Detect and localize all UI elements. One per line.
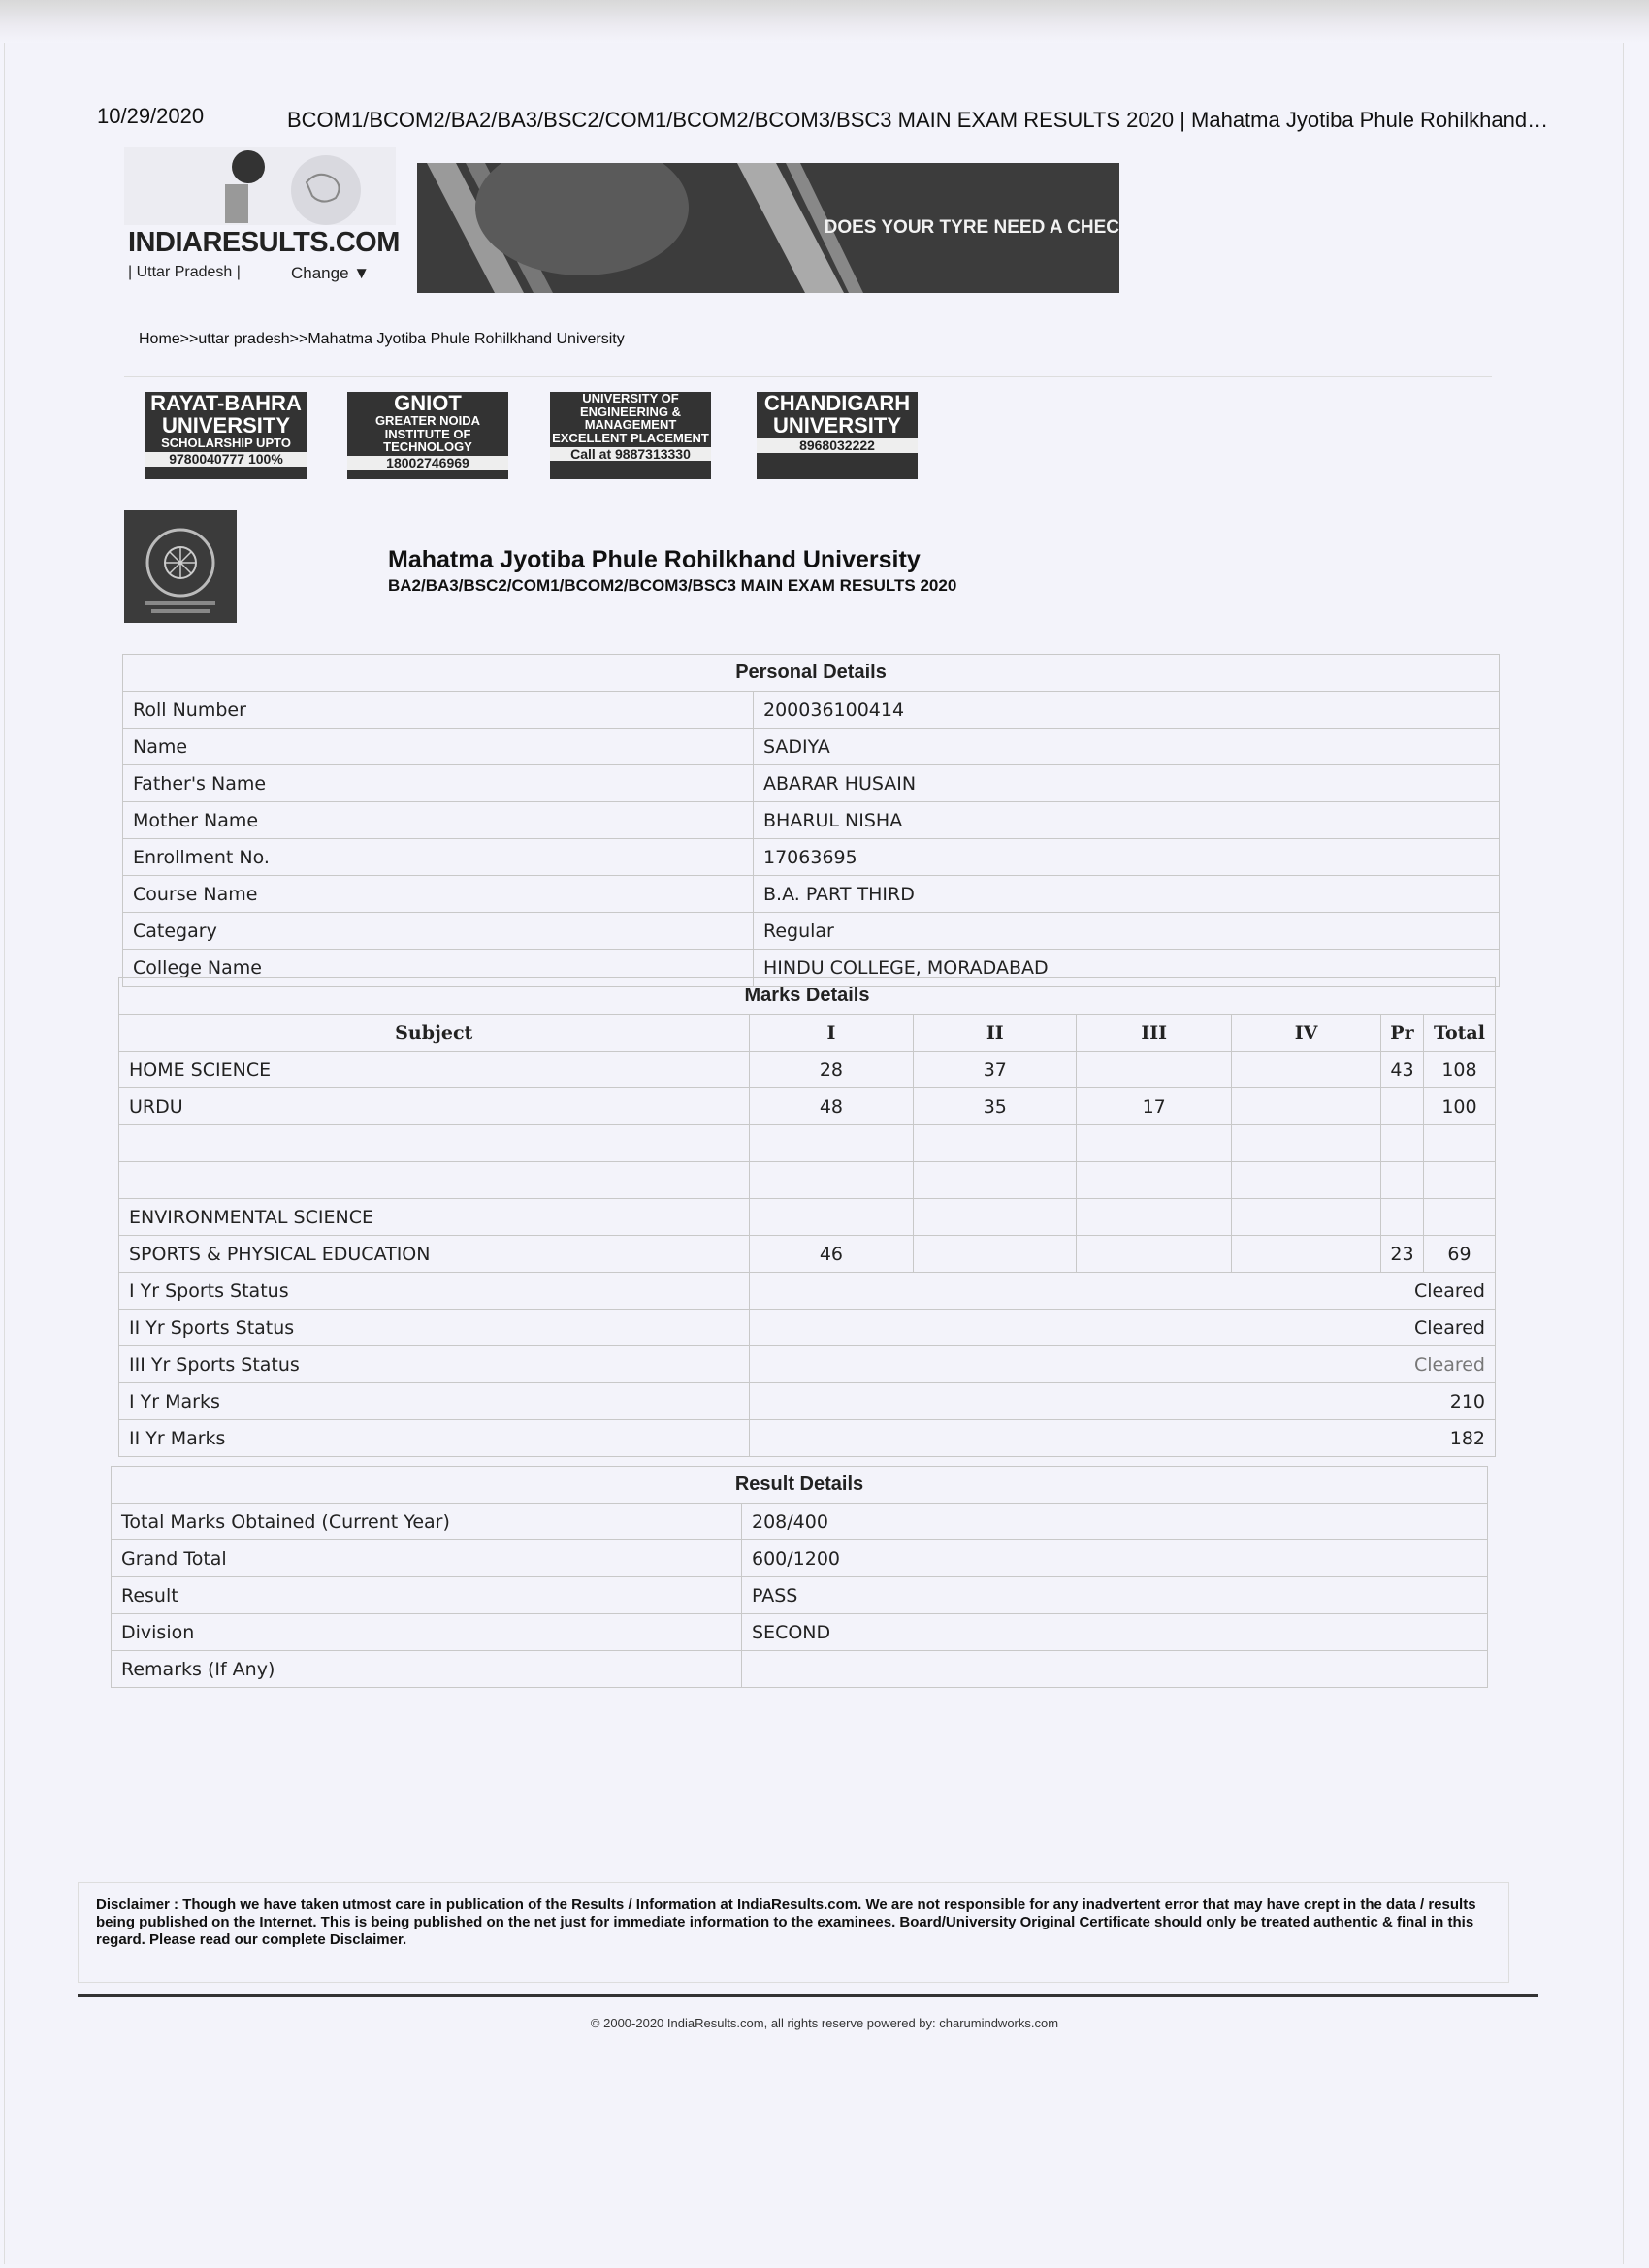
field-label: Father's Name: [123, 765, 754, 802]
status-value: Cleared: [749, 1273, 1496, 1310]
field-label: Mother Name: [123, 802, 754, 839]
table-row: [119, 1383, 1496, 1420]
field-label: Division: [112, 1614, 742, 1651]
subject-cell: [119, 1162, 750, 1199]
ad-subtitle: GREATER NOIDA INSTITUTE OF TECHNOLOGY: [374, 413, 481, 455]
mark-cell: [1380, 1162, 1423, 1199]
status-label: II Yr Marks: [119, 1420, 750, 1457]
ad-chandigarh[interactable]: [757, 392, 918, 479]
university-name: Mahatma Jyotiba Phule Rohilkhand University: [388, 546, 921, 573]
roll-number-value: 200036100414: [754, 692, 1500, 729]
table-row: [112, 1577, 1488, 1614]
table-row: [119, 1420, 1496, 1457]
name-value: SADIYA: [754, 729, 1500, 765]
divider: [124, 376, 1492, 377]
field-label: Result: [112, 1577, 742, 1614]
subject-cell: URDU: [119, 1088, 750, 1125]
footer-divider: [78, 1994, 1538, 1997]
table-row: [119, 1346, 1496, 1383]
mark-cell: [1380, 1199, 1423, 1236]
mark-cell: [1232, 1199, 1381, 1236]
mark-cell: [1232, 1052, 1381, 1088]
state-label: | Uttar Pradesh |: [128, 264, 241, 280]
college-value: HINDU COLLEGE, MORADABAD: [754, 950, 1500, 987]
column-header-iii: III: [1077, 1015, 1232, 1052]
table-row: [123, 729, 1500, 765]
field-label: Name: [123, 729, 754, 765]
father-name-value: ABARAR HUSAIN: [754, 765, 1500, 802]
disclaimer: Disclaimer : Though we have taken utmost care in publication of the Results / Information at IndiaResults.com. We are not responsible for any inadvertent error that may have crept in the data / results being published on the Internet. This is being published on the net just for immediate information to the examinees. Board/University Original Certificate should only be treated authentic & final in this regard. Please read our complete Disclaimer.: [78, 1882, 1509, 1983]
table-row: [119, 1088, 1496, 1125]
table-row: [112, 1504, 1488, 1540]
ad-gniot[interactable]: [347, 392, 508, 479]
table-row: [119, 1310, 1496, 1346]
total-cell: [1423, 1199, 1495, 1236]
course-value: B.A. PART THIRD: [754, 876, 1500, 913]
scan-edge: [0, 0, 1649, 43]
breadcrumb[interactable]: Home>>uttar pradesh>>Mahatma Jyotiba Phule Rohilkhand University: [139, 331, 625, 347]
ad-title: CHANDIGARH UNIVERSITY: [763, 392, 911, 438]
table-row: [112, 1540, 1488, 1577]
mark-cell: [1077, 1052, 1232, 1088]
ad-subtitle: EXCELLENT PLACEMENT: [552, 430, 709, 445]
field-label: Grand Total: [112, 1540, 742, 1577]
field-label: Enrollment No.: [123, 839, 754, 876]
column-header-total: Total: [1423, 1015, 1495, 1052]
mark-cell: [749, 1125, 914, 1162]
exam-title: BA2/BA3/BSC2/COM1/BCOM2/BCOM3/BSC3 MAIN EXAM RESULTS 2020: [388, 576, 957, 595]
status-label: I Yr Sports Status: [119, 1273, 750, 1310]
column-header-pr: Pr: [1380, 1015, 1423, 1052]
mark-cell: 46: [749, 1236, 914, 1273]
enrollment-value: 17063695: [754, 839, 1500, 876]
division-value: SECOND: [742, 1614, 1488, 1651]
ad-phone: Call at 9887313330: [550, 447, 711, 462]
ad-banner[interactable]: [417, 163, 1119, 293]
status-value: 210: [749, 1383, 1496, 1420]
status-label: III Yr Sports Status: [119, 1346, 750, 1383]
mark-cell: [1232, 1088, 1381, 1125]
mark-cell: [914, 1199, 1077, 1236]
marks-details-heading: Marks Details: [119, 978, 1496, 1015]
total-cell: 108: [1423, 1052, 1495, 1088]
mark-cell: [1232, 1162, 1381, 1199]
subject-cell: [119, 1125, 750, 1162]
mark-cell: [1077, 1199, 1232, 1236]
grand-total-value: 600/1200: [742, 1540, 1488, 1577]
ad-phone: 9780040777 100%: [146, 452, 307, 467]
total-marks-value: 208/400: [742, 1504, 1488, 1540]
table-row: [119, 1162, 1496, 1199]
mark-cell: [1232, 1125, 1381, 1162]
mark-cell: [914, 1125, 1077, 1162]
ad-phone: 18002746969: [347, 456, 508, 470]
logo-text: INDIARESULTS.COM: [128, 227, 400, 258]
result-details-table: [111, 1466, 1488, 1688]
ad-rayat-bahra[interactable]: [146, 392, 307, 479]
mark-cell: 28: [749, 1052, 914, 1088]
status-label: I Yr Marks: [119, 1383, 750, 1420]
column-header-ii: II: [914, 1015, 1077, 1052]
ad-title: UNIVERSITY OF ENGINEERING & MANAGEMENT: [579, 392, 681, 433]
table-row: [123, 839, 1500, 876]
mother-name-value: BHARUL NISHA: [754, 802, 1500, 839]
mark-cell: [1380, 1088, 1423, 1125]
banner-text: DOES YOUR TYRE NEED A CHEC: [824, 217, 1119, 238]
mark-cell: [1232, 1236, 1381, 1273]
table-row: [123, 913, 1500, 950]
mark-cell: [749, 1162, 914, 1199]
table-row: [112, 1614, 1488, 1651]
field-label: Course Name: [123, 876, 754, 913]
total-cell: 100: [1423, 1088, 1495, 1125]
ad-uem[interactable]: [550, 392, 711, 479]
print-page-title: BCOM1/BCOM2/BA2/BA3/BSC2/COM1/BCOM2/BCOM3/BSC3 MAIN EXAM RESULTS 2020 | Mahatma Jyotiba Phule Rohilkhand…: [287, 108, 1549, 132]
field-label: Total Marks Obtained (Current Year): [112, 1504, 742, 1540]
total-cell: 69: [1423, 1236, 1495, 1273]
mark-cell: 23: [1380, 1236, 1423, 1273]
result-details-heading: Result Details: [112, 1467, 1488, 1504]
mark-cell: [1077, 1236, 1232, 1273]
ad-phone: 8968032222: [757, 438, 918, 453]
table-row: [123, 692, 1500, 729]
mark-cell: 17: [1077, 1088, 1232, 1125]
university-seal-icon: [124, 510, 237, 623]
table-row: [123, 802, 1500, 839]
mark-cell: 37: [914, 1052, 1077, 1088]
status-label: II Yr Sports Status: [119, 1310, 750, 1346]
mark-cell: [914, 1236, 1077, 1273]
table-row: [119, 1125, 1496, 1162]
ad-title: GNIOT: [394, 392, 462, 415]
table-row: [119, 1052, 1496, 1088]
field-label: Remarks (If Any): [112, 1651, 742, 1688]
mark-cell: 48: [749, 1088, 914, 1125]
column-header-subject: Subject: [119, 1015, 750, 1052]
table-row: [119, 1236, 1496, 1273]
mark-cell: [914, 1162, 1077, 1199]
mark-cell: 43: [1380, 1052, 1423, 1088]
mark-cell: [1380, 1125, 1423, 1162]
field-label: College Name: [123, 950, 754, 987]
mark-cell: [1077, 1162, 1232, 1199]
status-value: 182: [749, 1420, 1496, 1457]
status-value: Cleared: [749, 1310, 1496, 1346]
ad-subtitle: SCHOLARSHIP UPTO: [161, 436, 291, 451]
field-label: Categary: [123, 913, 754, 950]
table-row: [119, 1199, 1496, 1236]
table-row: [112, 1651, 1488, 1688]
subject-cell: SPORTS & PHYSICAL EDUCATION: [119, 1236, 750, 1273]
mark-cell: 35: [914, 1088, 1077, 1125]
marks-details-table: [118, 977, 1496, 1457]
category-value: Regular: [754, 913, 1500, 950]
table-row: [119, 1273, 1496, 1310]
column-header-i: I: [749, 1015, 914, 1052]
remarks-value: [742, 1651, 1488, 1688]
result-value: PASS: [742, 1577, 1488, 1614]
mark-cell: [1077, 1125, 1232, 1162]
change-state-link[interactable]: Change ▼: [291, 264, 371, 282]
total-cell: [1423, 1162, 1495, 1199]
personal-details-heading: Personal Details: [123, 655, 1500, 692]
status-value: Cleared: [749, 1346, 1496, 1383]
personal-details-table: [122, 654, 1500, 987]
total-cell: [1423, 1125, 1495, 1162]
mark-cell: [749, 1199, 914, 1236]
print-date: 10/29/2020: [97, 104, 205, 128]
table-row: [123, 876, 1500, 913]
table-row: [123, 765, 1500, 802]
copyright: © 2000-2020 IndiaResults.com, all rights reserve powered by: charumindworks.com: [590, 2016, 1059, 2030]
field-label: Roll Number: [123, 692, 754, 729]
subject-cell: HOME SCIENCE: [119, 1052, 750, 1088]
subject-cell: ENVIRONMENTAL SCIENCE: [119, 1199, 750, 1236]
column-header-iv: IV: [1232, 1015, 1381, 1052]
ad-title: RAYAT-BAHRA UNIVERSITY: [150, 392, 302, 438]
